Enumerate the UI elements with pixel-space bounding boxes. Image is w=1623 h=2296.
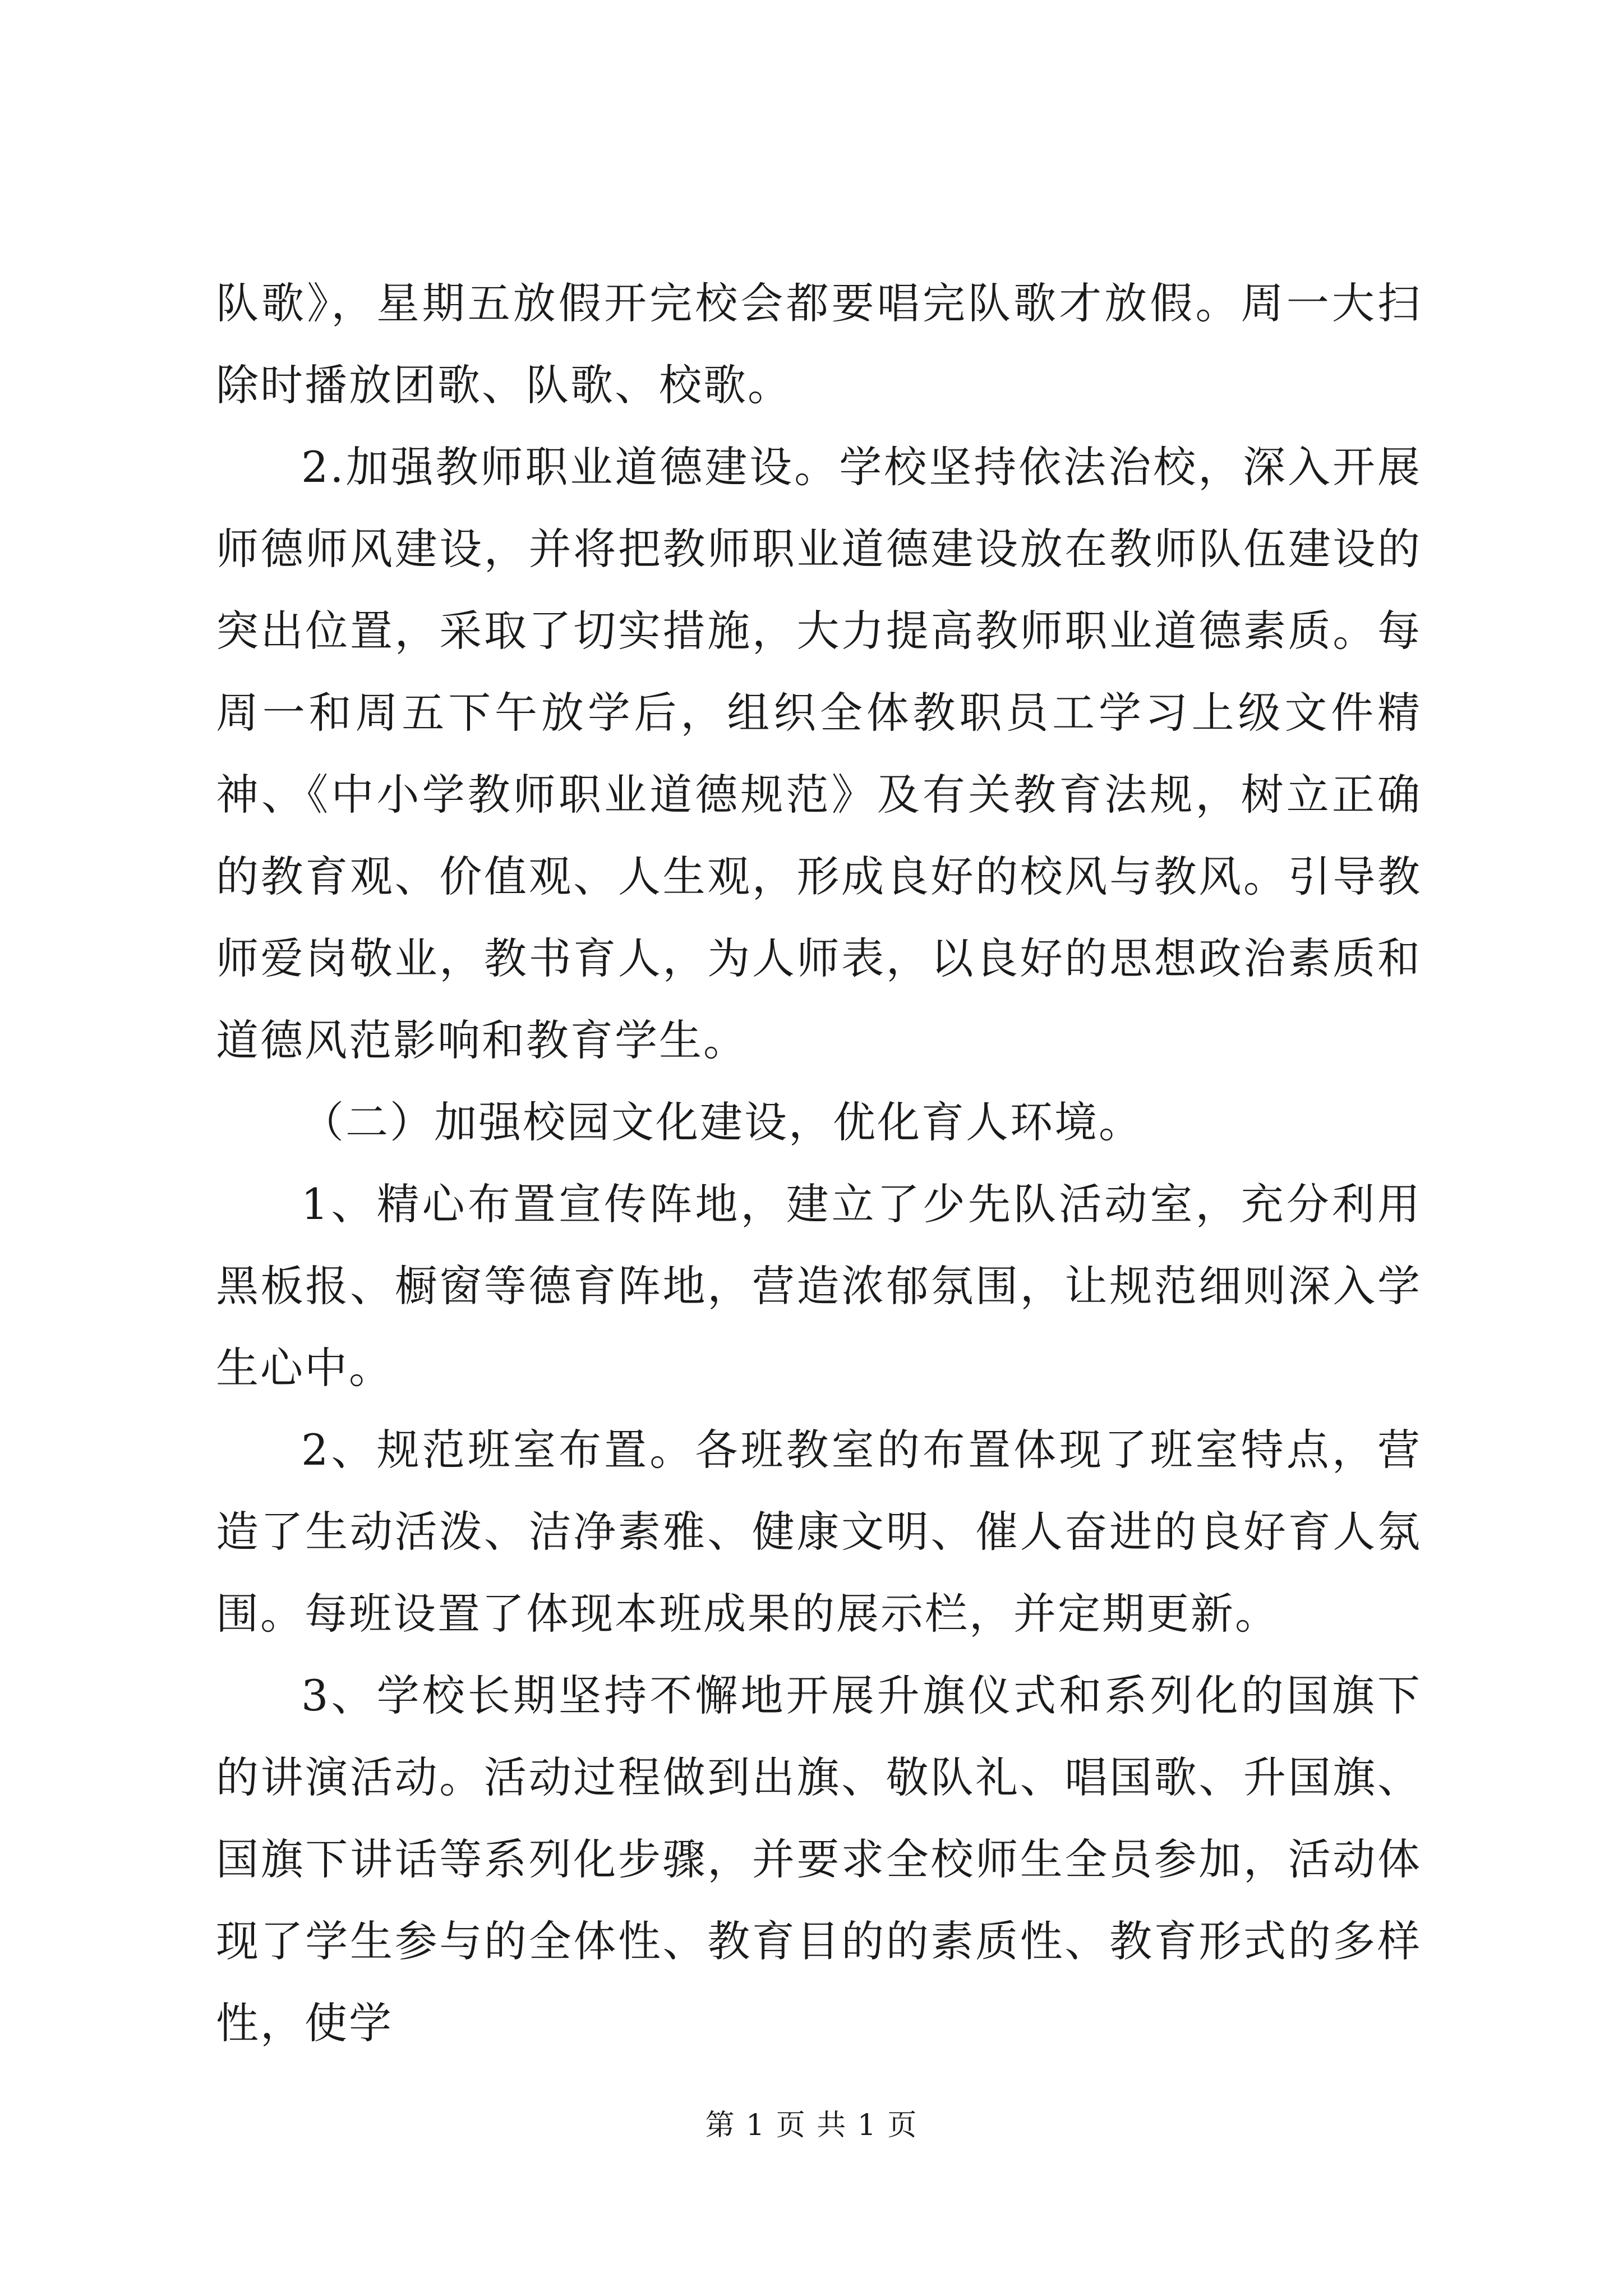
document-body — [216, 263, 1422, 2064]
paragraph-classroom-layout: 2、规范班室布置。各班教室的布置体现了班室特点，营造了生动活泼、洁净素雅、健康文明、催人奋进的良好育人氛围。每班设置了体现本班成果的展示栏，并定期更新。 — [216, 1425, 1422, 1639]
paragraph-teacher-ethics: 2.加强教师职业道德建设。学校坚持依法治校，深入开展师德师风建设，并将把教师职业道德建设放在教师队伍建设的突出位置，采取了切实措施，大力提高教师职业道德素质。每周一和周五下午放学后，组织全体教职员工学习上级文件精神、《中小学教师职业道德规范》及有关教育法规，树立正确的教育观、价值观、人生观，形成良好的校风与教风。引导教师爱岗敬业，教书育人，为人师表，以良好的思想政治素质和道德风范影响和教育学生。 — [216, 442, 1422, 1065]
paragraph-flag-ceremony: 3、学校长期坚持不懈地开展升旗仪式和系列化的国旗下的讲演活动。活动过程做到出旗、敬队礼、唱国歌、升国旗、国旗下讲话等系列化步骤，并要求全校师生全员参加，活动体现了学生参与的全体性、教育目的的素质性、教育形式的多样性，使学 — [216, 1671, 1422, 2048]
paragraph-publicity-positions: 1、精心布置宣传阵地，建立了少先队活动室，充分利用黑板报、橱窗等德育阵地，营造浓郁氛围，让规范细则深入学生心中。 — [216, 1179, 1422, 1393]
paragraph-continuation: 队歌》，星期五放假开完校会都要唱完队歌才放假。周一大扫除时播放团歌、队歌、校歌。 — [216, 278, 1422, 410]
page-footer: 第 1 页 共 1 页 — [705, 2109, 918, 2142]
section-heading-campus-culture: （二）加强校园文化建设，优化育人环境。 — [301, 1097, 1143, 1147]
